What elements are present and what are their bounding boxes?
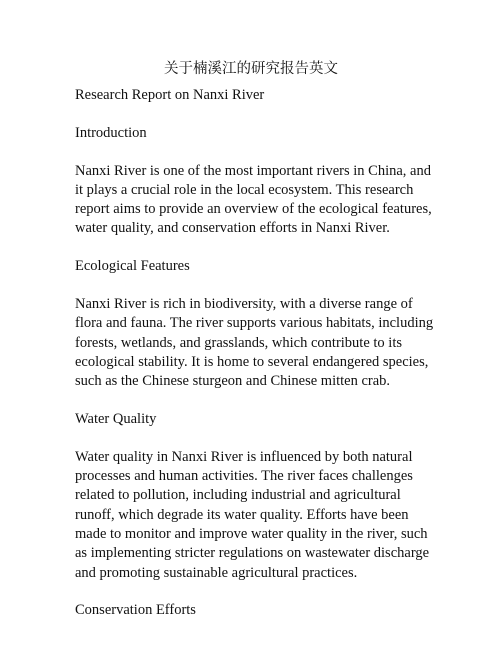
section-body-ecological-features: Nanxi River is rich in biodiversity, with a diverse range of flora and fauna. The river supports various habitats, including forests, wetlands, and grasslands, which contribute to its ecological stability. It is home to several endangered species, such as the Chinese sturgeon and Chinese mitten crab.: [75, 296, 434, 390]
section-heading-ecological-features: Ecological Features: [75, 258, 190, 275]
document-title: 关于楠溪江的研究报告英文: [164, 61, 338, 77]
report-title: Research Report on Nanxi River: [75, 87, 265, 103]
section-heading-water-quality: Water Quality: [75, 411, 157, 428]
document-body: [75, 86, 435, 639]
section-body-water-quality: Water quality in Nanxi River is influenced by both natural processes and human activities. The river faces challenges related to pollution, including industrial and agricultural runoff, which degrade its water quality. Efforts have been made to monitor and improve water quality in the river, such as implementing stricter regulations on wastewater discharge and promoting sustainable agricultural practices.: [75, 448, 430, 581]
section-body-introduction: Nanxi River is one of the most important rivers in China, and it plays a crucial role in the local ecosystem. This research report aims to provide an overview of the ecological features, water quality, and conservation efforts in Nanxi River.: [75, 162, 432, 237]
section-heading-conservation-efforts: Conservation Efforts: [75, 602, 196, 619]
section-heading-introduction: Introduction: [75, 124, 147, 141]
